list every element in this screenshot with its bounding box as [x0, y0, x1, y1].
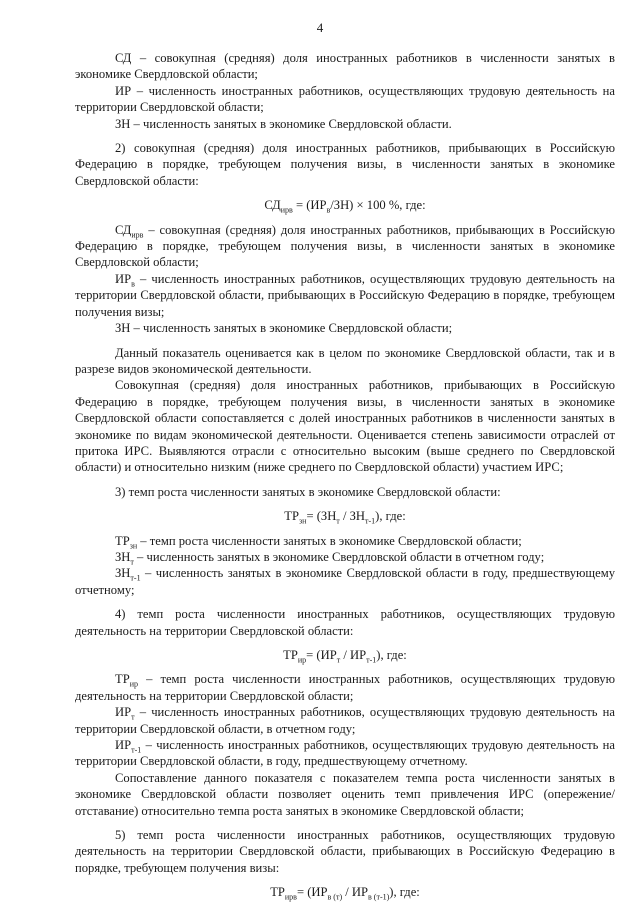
formula-tr-irv: $ТР_{ирв}= (ИР_{в (т)} / ИР_{в (т-1)})$, где: — [270, 885, 420, 902]
paragraph-comparison-2: Сопоставление данного показателя с показателем темпа роста численности занятых в экономике Свердловской области позволяет оценить темп привлечения ИРС (опережение/отставание) относительно темпа роста занятых в экономике Свердловской области; — [75, 770, 615, 818]
paragraph-item-5: 5) темп роста численности иностранных работников, осуществляющих трудовую деятельность на территории Свердловской области, прибывающих в Российскую Федерацию в порядке, требующем получения визы: — [75, 828, 615, 875]
formula-tr-zn: $ТР_{зн}= (ЗН_т / ЗН_{т-1})$, где: — [284, 509, 406, 526]
definition-ir — [75, 83, 615, 116]
definition-zn — [75, 116, 615, 132]
page-number: 4 — [316, 20, 324, 35]
document-body — [75, 50, 615, 909]
paragraph-comparison: Совокупная (средняя) доля иностранных работников, прибывающих в Российскую Федерацию в порядке, требующем получения визы, в численности занятых в экономике Свердловской области сопоставляется с долей иностранных работников в численности занятых в экономике по видам экономической деятельности. Оценивается степень зависимости отраслей от притока ИРС. Выявляются отрасли с относительно высоким (выше среднего по Свердловской области) и относительно низким (ниже среднего по Свердловской области) участием ИРС; — [75, 378, 615, 475]
definition-text: – численность иностранных работников, осуществляющих трудовую деятельность на территории Свердловской области; — [75, 83, 615, 115]
definition-sd — [75, 50, 615, 83]
term: ЗН — [115, 116, 131, 131]
paragraph-item-2: 2) совокупная (средняя) доля иностранных работников, прибывающих в Российскую Федерацию в порядке, требующем получения визы, в численности занятых в экономике Свердловской области: — [75, 141, 615, 188]
definition-ir-v: $ИР_в$ – численность иностранных работников, осуществляющих трудовую деятельность на территории Свердловской области, прибывающих в Российскую Федерацию в порядке, требующем получения визы; — [75, 271, 615, 319]
definition-text: – совокупная (средняя) доля иностранных работников в численности занятых в экономике Свердловской области; — [75, 51, 615, 82]
paragraph-evaluation: Данный показатель оценивается как в целом по экономике Свердловской области, так и в разрезе видов экономической деятельности. — [75, 345, 615, 376]
definition-zn-t1: $ЗН_{т-1}$ – численность занятых в экономике Свердловской области в году, предшествующему отчетному; — [75, 566, 615, 597]
paragraph-item-4: 4) темп роста численности иностранных работников, осуществляющих трудовую деятельность на территории Свердловской области: — [75, 607, 615, 638]
definition-tr-ir: $ТР_{ир}$ – темп роста численности иностранных работников, осуществляющих трудовую деятельность на территории Свердловской области; — [75, 672, 615, 703]
definition-tr-zn: $ТР_{зн}$ – темп роста численности занятых в экономике Свердловской области; — [115, 533, 522, 551]
definition-sd-irv: $СД_{ирв}$ – совокупная (средняя) доля иностранных работников, прибывающих в Российскую Федерацию в порядке, требующем получения визы, в численности занятых в экономике Свердловской области; — [75, 222, 615, 270]
definition-text: – численность занятых в экономике Свердловской области. — [130, 116, 452, 131]
definition-ir-t1: $ИР_{т-1}$ – численность иностранных работников, осуществляющих трудовую деятельность на территории Свердловской области, в году, предшествующему отчетному. — [75, 738, 615, 769]
definition-zn-t: $ЗН_т$ – численность занятых в экономике Свердловской области в отчетном году; — [115, 549, 545, 567]
term: ИР — [115, 83, 132, 98]
formula-sd-irv: $СД_{ирв} = (ИР_в/ЗН) \times 100$ %, где: — [264, 198, 426, 215]
term: СД — [115, 51, 132, 65]
definition-ir-t: $ИР_т$ – численность иностранных работников, осуществляющих трудовую деятельность на территории Свердловской области, в отчетном году; — [75, 705, 615, 736]
formula-tr-ir: $ТР_{ир}= (ИР_т / ИР_{т-1})$, где: — [283, 648, 407, 665]
paragraph-item-3: 3) темп роста численности занятых в экономике Свердловской области: — [115, 484, 501, 499]
definition-zn-2: ЗН – численность занятых в экономике Свердловской области; — [115, 321, 453, 336]
